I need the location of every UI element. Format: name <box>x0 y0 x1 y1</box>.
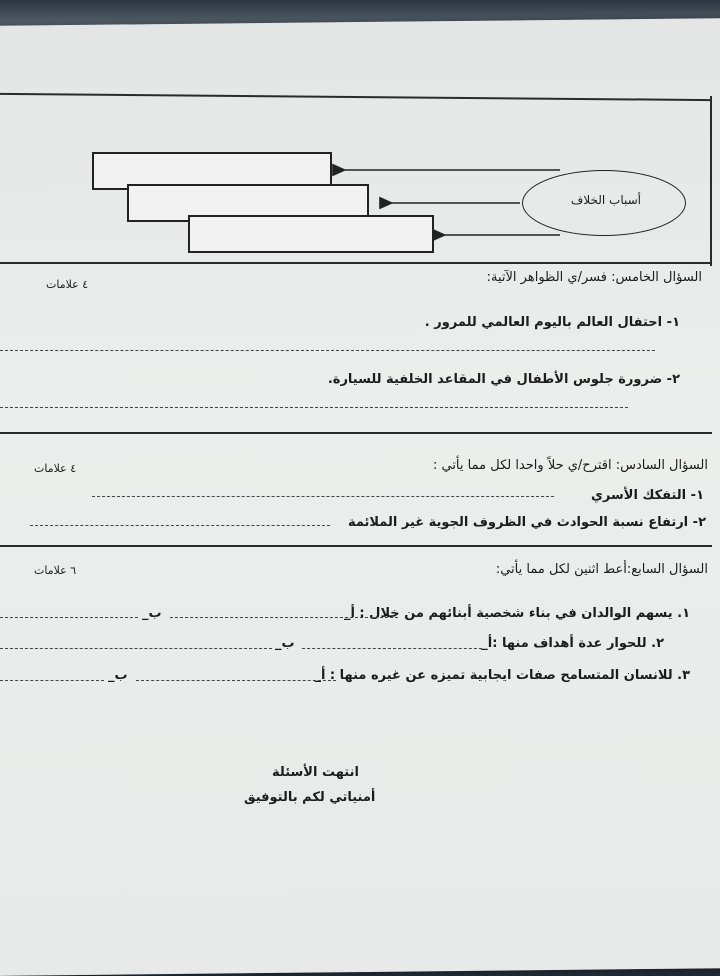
closing-line-1: انتهت الأسئلة <box>272 765 359 780</box>
q6-marks: ٤ علامات <box>34 462 77 475</box>
q5-title: السؤال الخامس: فسر/ي الظواهر الآتية: <box>486 270 702 285</box>
q6-item-2: ٢- ارتفاع نسبة الحوادث في الظروف الجوية غير الملائمة <box>347 515 706 530</box>
q7-item-2-answer-a[interactable] <box>302 648 482 649</box>
q7-item-1: ١. يسهم الوالدان في بناء شخصية أبنائهم من خلال : أ_ <box>343 606 690 621</box>
section-rule-1 <box>0 262 712 264</box>
q7-item-3-b: ب_ <box>108 668 128 683</box>
ellipse-label: أسباب الخلاف <box>570 193 641 207</box>
q5-marks: ٤ علامات <box>46 278 89 291</box>
q7-item-3-answer-b[interactable] <box>0 680 104 681</box>
q7-marks: ٦ علامات <box>34 564 77 577</box>
section-rule-2 <box>0 432 712 434</box>
q7-item-2: ٢. للحوار عدة أهداف منها :أ_ <box>481 636 664 651</box>
q6-title: السؤال السادس: اقترح/ي حلاً واحدا لكل مما يأتي : <box>432 458 708 473</box>
q7-item-1-answer-b[interactable] <box>0 617 138 618</box>
q5-answer-line-1[interactable] <box>0 350 655 351</box>
q7-item-3: ٣. للانسان المتسامح صفات ايجابية تميزه عن غيره منها : أ_ <box>314 668 690 683</box>
q5-item-1: ١- احتفال العالم باليوم العالمي للمرور . <box>424 315 680 330</box>
q6-answer-line-2[interactable] <box>30 525 330 526</box>
q7-item-1-answer-a[interactable] <box>170 617 398 618</box>
q6-answer-line-1[interactable] <box>92 496 554 497</box>
q7-item-1-b: ب_ <box>142 606 162 621</box>
q7-item-2-answer-b[interactable] <box>0 648 272 649</box>
q5-answer-line-2[interactable] <box>0 407 628 408</box>
q5-item-2: ٢- ضرورة جلوس الأطفال في المقاعد الخلفية للسيارة. <box>327 372 680 387</box>
causes-ellipse <box>522 170 686 236</box>
q7-item-2-b: ب_ <box>275 636 295 651</box>
closing-line-2: أمنياتي لكم بالتوفيق <box>244 790 376 805</box>
q6-item-1: ١- التفكك الأسري <box>591 488 704 503</box>
q7-item-3-answer-a[interactable] <box>136 680 336 681</box>
section-rule-3 <box>0 545 712 547</box>
q7-title: السؤال السابع:أعط اثنين لكل مما يأتي: <box>495 562 708 577</box>
